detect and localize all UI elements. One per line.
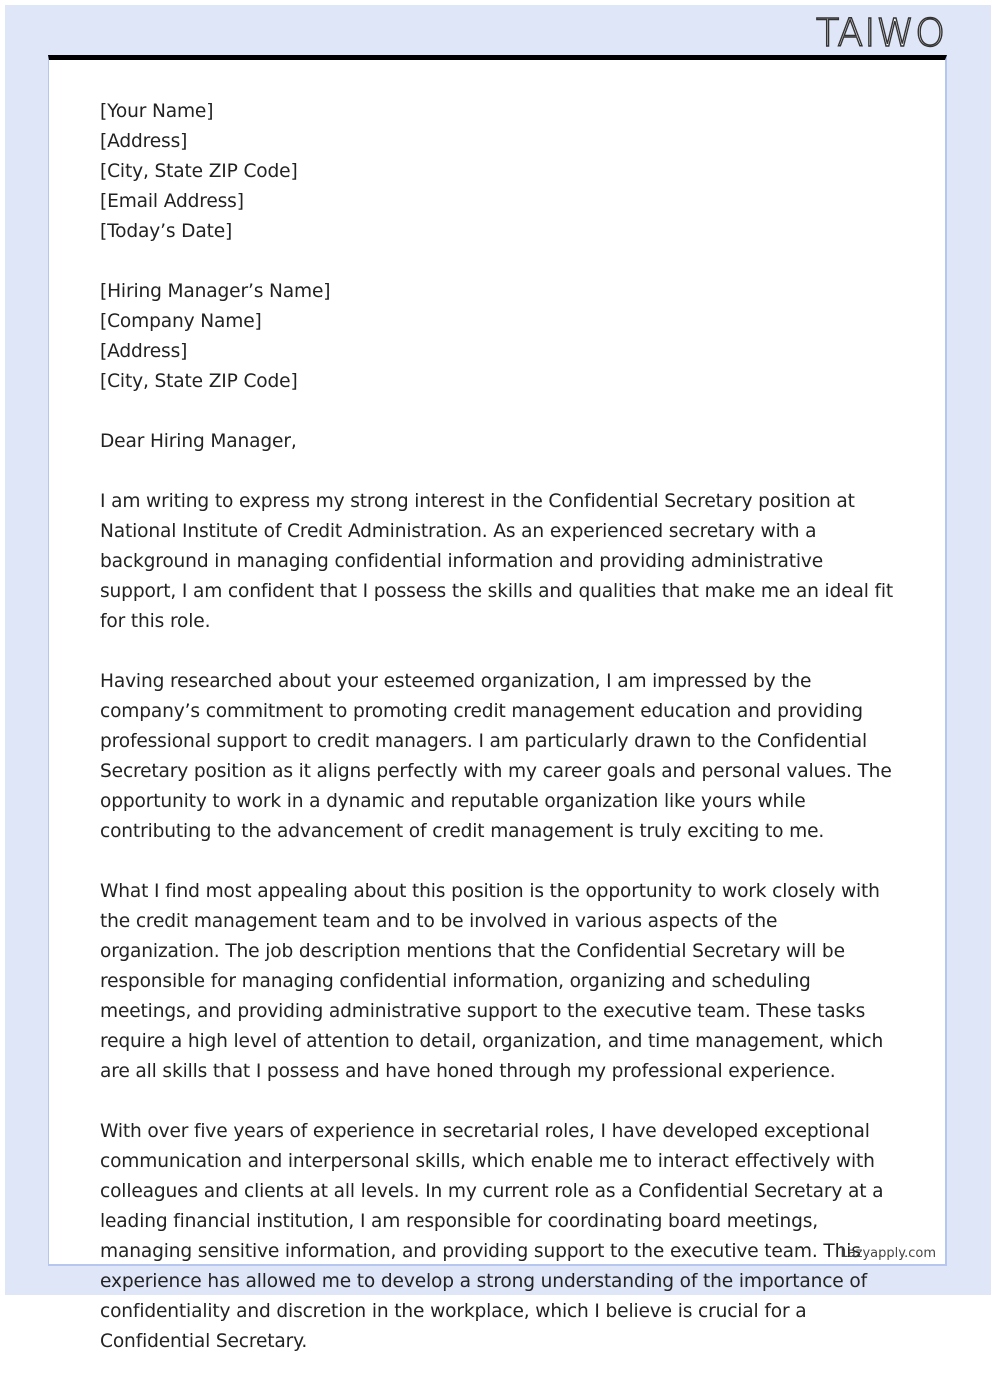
recipient-city-state-zip: [City, State ZIP Code] [100, 371, 298, 392]
recipient-address: [Address] [100, 341, 188, 362]
recipient-manager-name: [Hiring Manager’s Name] [100, 281, 331, 302]
sender-email: [Email Address] [100, 191, 244, 212]
body-paragraph-2: Having researched about your esteemed organization, I am impressed by the company’s commitment to promoting credit management education and providing professional support to credit managers. I am particularly drawn to the Confidential Secretary position as it aligns perfectly with my career goals and personal values. The opportunity to work in a dynamic and reputable organization like yours while contributing to the advancement of credit management is truly exciting to me. [100, 671, 892, 842]
body-paragraph-4: With over five years of experience in secretarial roles, I have developed exceptional communication and interpersonal skills, which enable me to interact effectively with colleagues and clients at all levels. In my current role as a Confidential Secretary at a leading financial institution, I am responsible for coordinating board meetings, managing sensitive information, and providing support to the executive team. This experience has allowed me to develop a strong understanding of the importance of confidentiality and discretion in the workplace, which I believe is crucial for a Confidential Secretary. [100, 1121, 884, 1352]
sender-address: [Address] [100, 131, 188, 152]
body-paragraph-3: What I find most appealing about this position is the opportunity to work closely with the credit management team and to be involved in various aspects of the organization. The job description mentions that the Confidential Secretary will be responsible for managing confidential information, organizing and scheduling meetings, and providing administrative support to the executive team. These tasks require a high level of attention to detail, organization, and time management, which are all skills that I possess and have honed through my professional experience. [100, 881, 884, 1082]
salutation: Dear Hiring Manager, [100, 431, 297, 452]
watermark: Lazyapply.com [840, 1246, 936, 1261]
sender-name: [Your Name] [100, 101, 214, 122]
letter-date: [Today’s Date] [100, 221, 233, 242]
cover-letter-body [100, 97, 900, 1387]
body-paragraph-1: I am writing to express my strong interest in the Confidential Secretary position at National Institute of Credit Administration. As an experienced secretary with a background in managing confidential information and providing administrative support, I am confident that I possess the skills and qualities that make me an ideal fit for this role. [100, 491, 894, 632]
recipient-block [100, 277, 900, 397]
brand-logo: TAIWO [816, 11, 946, 55]
sender-block [100, 97, 900, 247]
sender-city-state-zip: [City, State ZIP Code] [100, 161, 298, 182]
recipient-company: [Company Name] [100, 311, 262, 332]
